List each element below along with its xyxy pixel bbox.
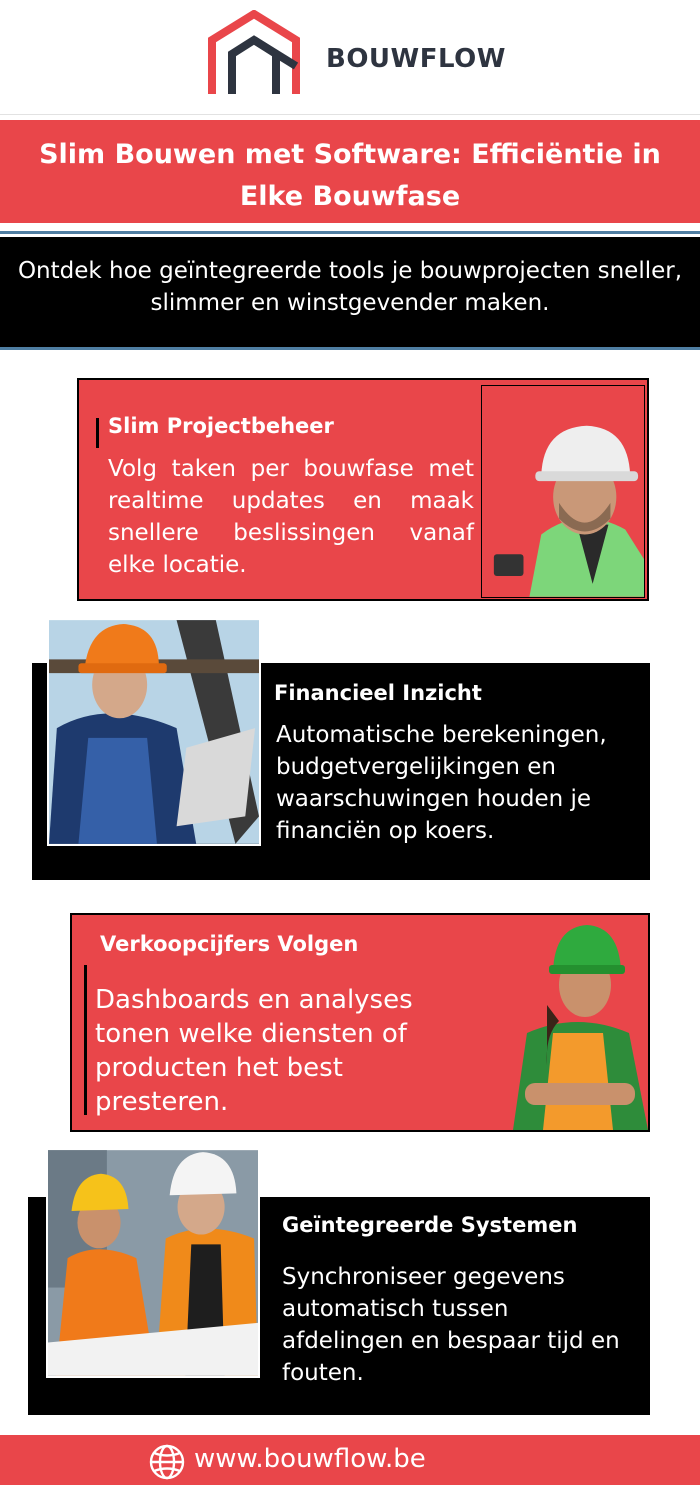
brand-name: BOUWFLOW bbox=[326, 44, 506, 74]
feature-text: Automatische berekeningen, budgetvergelijkingen en waarschuwingen houden je financiën op koers. bbox=[276, 722, 607, 844]
feature-card-project-management bbox=[77, 378, 649, 601]
accent-bar bbox=[84, 965, 87, 1115]
worker-white-helmet-icon bbox=[482, 386, 644, 597]
feature-title: Geïntegreerde Systemen bbox=[282, 1213, 578, 1237]
divider-bottom bbox=[0, 347, 700, 350]
divider-top bbox=[0, 231, 700, 234]
two-workers-reviewing-plans-photo bbox=[46, 1148, 260, 1378]
header bbox=[0, 0, 700, 112]
worker-white-helmet-phone-photo bbox=[481, 385, 645, 598]
feature-title: Verkoopcijfers Volgen bbox=[100, 932, 359, 956]
worker-green-helmet-icon bbox=[507, 915, 648, 1130]
two-workers-icon bbox=[48, 1150, 258, 1376]
subtitle-banner bbox=[0, 237, 700, 347]
feature-text: Synchroniseer gegevens automatisch tussen afdelingen en bespaar tijd en fouten. bbox=[282, 1264, 620, 1386]
feature-text: Dashboards en analyses tonen welke diensten of producten het best presteren. bbox=[95, 985, 413, 1117]
worker-orange-helmet-icon bbox=[49, 620, 259, 844]
footer bbox=[0, 1435, 700, 1485]
house-frame-logo-icon bbox=[208, 10, 300, 96]
worker-orange-helmet-laptop-photo bbox=[47, 618, 261, 846]
feature-card-sales-tracking bbox=[70, 913, 650, 1132]
feature-title: Slim Projectbeheer bbox=[108, 414, 334, 438]
worker-green-helmet-photo bbox=[507, 915, 648, 1130]
globe-icon bbox=[148, 1443, 186, 1481]
feature-title: Financieel Inzicht bbox=[274, 681, 482, 705]
title-banner bbox=[0, 120, 700, 226]
accent-bar bbox=[96, 418, 99, 448]
website-link[interactable]: www.bouwflow.be bbox=[194, 1444, 426, 1474]
page-subtitle: Ontdek hoe geïntegreerde tools je bouwprojecten sneller, slimmer en winstgevender maken. bbox=[17, 258, 683, 316]
header-divider bbox=[0, 114, 700, 115]
page-title: Slim Bouwen met Software: Efficiëntie in Elke Bouwfase bbox=[39, 139, 661, 212]
feature-text: Volg taken per bouwfase met realtime updates en maak snellere beslissingen vanaf elke locatie. bbox=[108, 456, 474, 578]
